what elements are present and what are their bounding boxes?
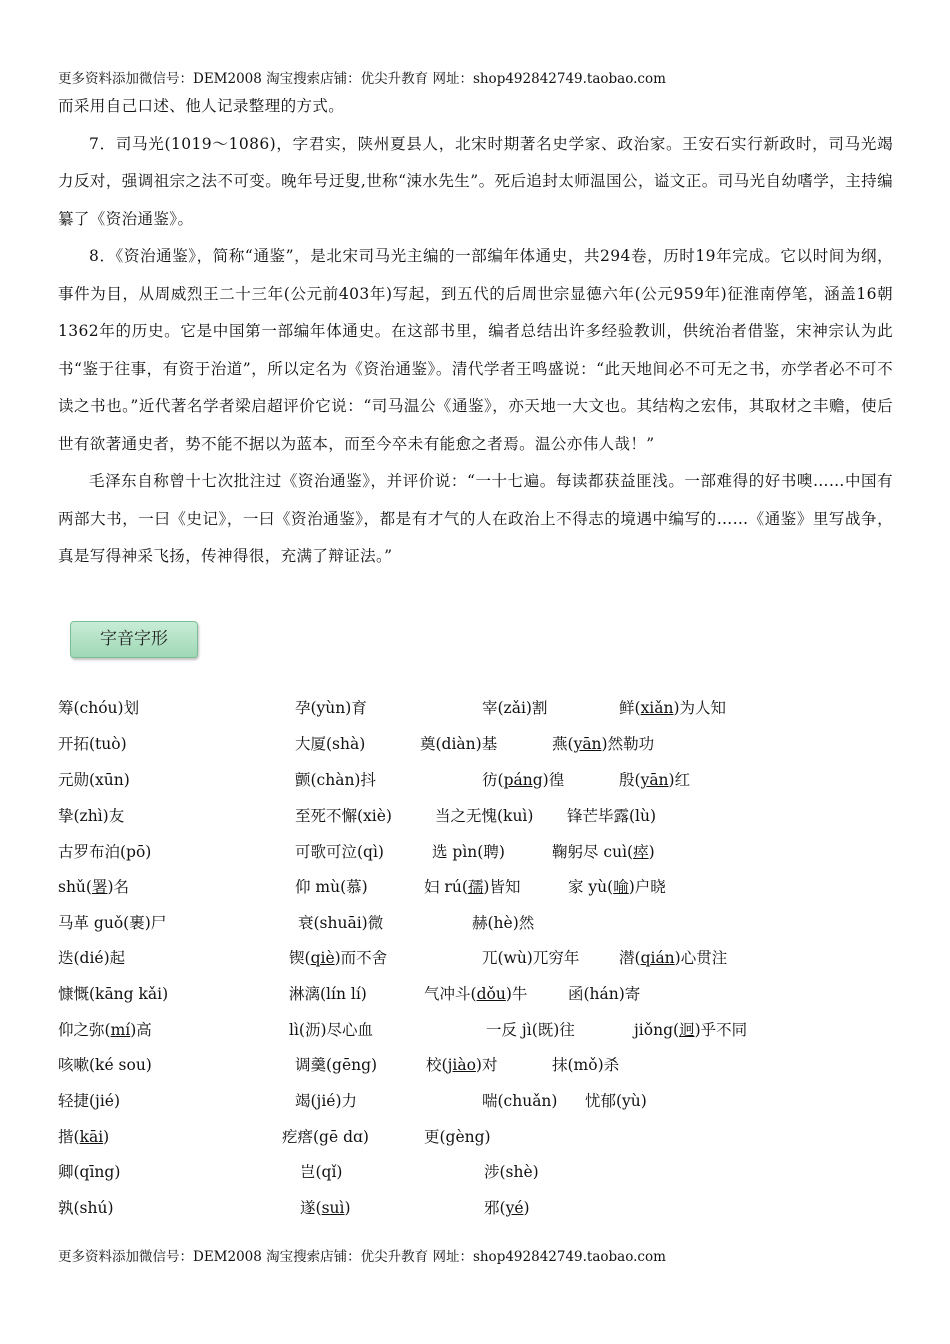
- vocab-term-text: 颤(chàn)抖: [295, 771, 376, 789]
- vocab-term-underlined: jiào: [447, 1056, 476, 1074]
- vocab-term: [482, 1091, 557, 1111]
- section-title-tab: 字音字形: [70, 621, 198, 658]
- vocab-term: [58, 842, 151, 862]
- vocab-term: [282, 1127, 369, 1147]
- vocab-term-text: 淋漓(lín lí): [289, 985, 367, 1003]
- paragraph-sima-guang: 7．司马光(1019～1086)，字君实，陕州夏县人，北宋时期著名史学家、政治家。王安石实行新政时，司马光竭力反对，强调祖宗之法不可变。晚年号迂叟,世称“涑水先生”。死后追封太师温国公，谥文正。司马光自幼嗜学，主持编纂了《资治通鉴》。: [58, 134, 893, 228]
- vocab-term: [58, 913, 166, 933]
- vocab-term: [58, 1198, 114, 1218]
- vocab-term: [295, 1091, 357, 1111]
- vocab-term: [424, 877, 520, 897]
- vocab-term: [58, 806, 124, 826]
- vocab-term-text: )牛: [505, 985, 528, 1003]
- vocab-term-text: 古罗布泊(pō): [58, 843, 152, 861]
- vocab-term: [484, 1162, 539, 1182]
- vocab-term-text: 潜(: [619, 949, 641, 967]
- vocab-term-text: 抹(mǒ)杀: [552, 1056, 620, 1074]
- vocab-term-text: )为人知: [673, 699, 727, 717]
- vocab-term-text: 元勋(xūn): [58, 771, 130, 789]
- vocab-term-underlined: 喻: [613, 878, 629, 896]
- vocab-term: [424, 984, 527, 1004]
- vocab-term-text: 遂(: [300, 1199, 322, 1217]
- vocab-term: [568, 984, 640, 1004]
- vocab-term-text: 锋芒毕露(lù): [567, 807, 657, 825]
- vocab-term-text: 家 yù(: [568, 878, 614, 896]
- vocab-term: [58, 1020, 152, 1040]
- vocab-term-text: 兀(wù)兀穷年: [482, 949, 580, 967]
- vocab-term: [568, 877, 666, 897]
- vocab-term: [58, 877, 129, 897]
- vocab-term-text: 喘(chuǎn): [482, 1092, 558, 1110]
- vocab-term: [482, 698, 547, 718]
- vocab-term-text: 妇 rú(: [424, 878, 468, 896]
- vocab-term: [295, 1055, 377, 1075]
- vocab-term: [295, 842, 384, 862]
- vocab-term-text: 可歌可泣(qì): [295, 843, 384, 861]
- vocab-term-text: shǔ(: [58, 878, 92, 896]
- vocab-term: [482, 948, 579, 968]
- vocab-term-underlined: qiè: [310, 949, 335, 967]
- vocab-term: [552, 734, 654, 754]
- vocab-term-text: 锲(: [289, 949, 311, 967]
- vocab-term: [58, 1091, 120, 1111]
- vocab-term: [295, 770, 376, 790]
- vocab-term-text: )然勒功: [601, 735, 655, 753]
- vocab-term: [289, 1020, 373, 1040]
- paragraph-continuation: 而采用自己口述、他人记录整理的方式。: [58, 97, 345, 115]
- vocab-term: [298, 913, 383, 933]
- body-text: [58, 88, 893, 576]
- vocab-term-text: 赫(hè)然: [472, 914, 535, 932]
- vocab-term: [58, 948, 125, 968]
- vocab-term-underlined: páng: [503, 771, 543, 789]
- vocab-term: [552, 842, 655, 862]
- vocab-term-text: )户晓: [628, 878, 666, 896]
- vocab-term-underlined: yān: [573, 735, 602, 753]
- vocab-term: [295, 698, 367, 718]
- vocab-term-underlined: suì: [321, 1199, 345, 1217]
- vocab-term-text: 殷(: [619, 771, 641, 789]
- vocab-term: [634, 1020, 747, 1040]
- vocab-term-underlined: 孺: [467, 878, 484, 896]
- vocab-term: [300, 1162, 342, 1182]
- vocab-term-text: )皆知: [483, 878, 521, 896]
- vocab-term-underlined: 瘁: [633, 843, 649, 861]
- vocab-term-text: )高: [130, 1021, 152, 1039]
- vocab-term: [484, 1198, 530, 1218]
- vocab-term-text: ): [523, 1199, 530, 1217]
- vocab-term-text: 当之无愧(kuì): [435, 807, 534, 825]
- vocab-term-text: 彷(: [482, 771, 504, 789]
- vocab-term: [585, 1091, 647, 1111]
- vocab-term: [482, 770, 564, 790]
- vocab-term-text: 卿(qīng): [58, 1163, 121, 1181]
- vocab-term-text: 鞠躬尽 cuì(: [552, 843, 634, 861]
- vocab-term-text: 迭(dié)起: [58, 949, 126, 967]
- vocab-term-underlined: xiǎn: [640, 699, 674, 717]
- vocab-term-text: 竭(jié)力: [295, 1092, 358, 1110]
- vocab-term: [567, 806, 656, 826]
- vocab-term: [619, 698, 726, 718]
- vocab-term-underlined: qián: [640, 949, 675, 967]
- vocab-term-text: ): [103, 1128, 110, 1146]
- vocab-term: [295, 877, 368, 897]
- vocab-term: [58, 698, 139, 718]
- vocab-term: [58, 984, 168, 1004]
- vocab-term: [619, 948, 727, 968]
- vocab-term-text: 燕(: [552, 735, 574, 753]
- vocab-term-text: )心贯注: [674, 949, 728, 967]
- vocab-term-text: 仰之弥(: [58, 1021, 111, 1039]
- vocab-term-text: )而不舍: [334, 949, 388, 967]
- vocab-term: [420, 734, 497, 754]
- vocab-term-text: 更(gèng): [424, 1128, 491, 1146]
- vocab-term-underlined: 迥: [679, 1021, 695, 1039]
- vocab-term-text: 大厦(shà): [295, 735, 366, 753]
- vocab-term-text: 孕(yùn)育: [295, 699, 367, 717]
- vocab-term-text: )乎不同: [694, 1021, 748, 1039]
- vocab-term-text: 函(hán)寄: [568, 985, 641, 1003]
- vocab-term-text: 孰(shú): [58, 1199, 114, 1217]
- vocab-term-text: )名: [107, 878, 130, 896]
- vocab-term-text: 一反 jì(既)往: [486, 1021, 575, 1039]
- vocab-term: [300, 1198, 351, 1218]
- vocab-term: [472, 913, 534, 933]
- vocab-term-text: 岂(qǐ): [300, 1163, 343, 1181]
- vocab-term: [289, 948, 387, 968]
- vocab-term: [289, 984, 367, 1004]
- vocab-term: [435, 806, 533, 826]
- vocab-term: [426, 1055, 497, 1075]
- vocab-term-text: 揩(: [58, 1128, 80, 1146]
- vocab-term-text: 疙瘩(gē dɑ): [282, 1128, 369, 1146]
- vocab-term-text: )徨: [542, 771, 565, 789]
- vocab-term-text: 至死不懈(xiè): [295, 807, 392, 825]
- vocab-term-text: 仰 mù(慕): [295, 878, 368, 896]
- vocab-term-text: 慷慨(kāng kǎi): [58, 985, 169, 1003]
- vocab-term-text: 调羹(gēng): [295, 1056, 378, 1074]
- vocab-term: [58, 1055, 152, 1075]
- vocab-term-underlined: yé: [505, 1199, 524, 1217]
- vocab-term: [58, 1127, 109, 1147]
- vocab-term: [58, 734, 127, 754]
- vocab-term-text: 忧郁(yù): [585, 1092, 647, 1110]
- vocab-term-text: 马革 guǒ(裹)尸: [58, 914, 167, 932]
- vocab-term-text: 开拓(tuò): [58, 735, 127, 753]
- paragraph-zizhi-tongjian: 8．《资治通鉴》，简称“通鉴”，是北宋司马光主编的一部编年体通史，共294卷，历时19年完成。它以时间为纲，事件为目，从周威烈王二十三年(公元前403年)写起，到五代的后周世宗显德六年(公元959年)征淮南停笔，涵盖16朝1362年的历史。它是中国第一部编年体通史。在这部书里，编者总结出许多经验教训，供统治者借鉴，宋神宗认为此书“鉴于往事，有资于治道”，所以定名为《资治通鉴》。清代学者王鸣盛说：“此天地间必不可无之书，亦学者必不可不读之书也。”近代著名学者梁启超评价它说：“司马温公《通鉴》，亦天地一大文也。其结构之宏伟，其取材之丰赡，使后世有欲著通史者，势不能不据以为蓝本，而至今卒未有能愈之者焉。温公亦伟人哉！”: [58, 247, 893, 453]
- vocab-term: [432, 842, 505, 862]
- vocab-term-text: 轻捷(jié): [58, 1092, 121, 1110]
- vocab-term-text: 鲜(: [619, 699, 641, 717]
- vocab-term-text: 邪(: [484, 1199, 506, 1217]
- vocab-term-text: lì(沥)尽心血: [289, 1021, 374, 1039]
- vocab-term-underlined: kāi: [79, 1128, 104, 1146]
- vocab-term: [619, 770, 690, 790]
- vocab-term-text: 气冲斗(: [424, 985, 477, 1003]
- vocab-term-underlined: yān: [640, 771, 669, 789]
- vocab-term: [424, 1127, 491, 1147]
- vocab-term: [552, 1055, 619, 1075]
- vocab-term: [58, 770, 130, 790]
- vocab-term-text: jiǒng(: [634, 1021, 680, 1039]
- vocab-term-text: ): [344, 1199, 351, 1217]
- vocab-term-text: 咳嗽(ké sou): [58, 1056, 152, 1074]
- vocab-term-text: )对: [475, 1056, 498, 1074]
- page-header: 更多资料添加微信号：DEM2008 淘宝搜索店铺：优尖升教育 网址：shop492842749.taobao.com: [58, 71, 666, 87]
- vocab-term-text: 挚(zhì)友: [58, 807, 125, 825]
- vocab-term: [486, 1020, 575, 1040]
- paragraph-mao-zedong: 毛泽东自称曾十七次批注过《资治通鉴》，并评价说：“一十七遍。每读都获益匪浅。一部难得的好书噢……中国有两部大书，一曰《史记》，一曰《资治通鉴》，都是有才气的人在政治上不得志的境遇中编写的……《通鉴》里写战争，真是写得神采飞扬，传神得很，充满了辩证法。”: [58, 472, 893, 565]
- vocab-term-text: 奠(diàn)基: [420, 735, 498, 753]
- vocab-term: [295, 806, 392, 826]
- vocab-term-text: 校(: [426, 1056, 448, 1074]
- vocab-term-text: 衰(shuāi)微: [298, 914, 384, 932]
- vocab-term-underlined: 署: [91, 878, 108, 896]
- vocab-term-underlined: mí: [110, 1021, 131, 1039]
- vocab-term-text: ): [648, 843, 655, 861]
- vocab-term-text: 涉(shè): [484, 1163, 539, 1181]
- vocab-term-text: 筹(chóu)划: [58, 699, 140, 717]
- vocab-term-underlined: dǒu: [476, 985, 506, 1003]
- vocab-term: [58, 1162, 120, 1182]
- vocab-term: [295, 734, 365, 754]
- vocab-term-text: )红: [668, 771, 691, 789]
- vocab-term-text: 宰(zǎi)割: [482, 699, 548, 717]
- page-footer: 更多资料添加微信号：DEM2008 淘宝搜索店铺：优尖升教育 网址：shop492842749.taobao.com: [58, 1249, 666, 1265]
- vocab-term-text: 选 pìn(聘): [432, 843, 505, 861]
